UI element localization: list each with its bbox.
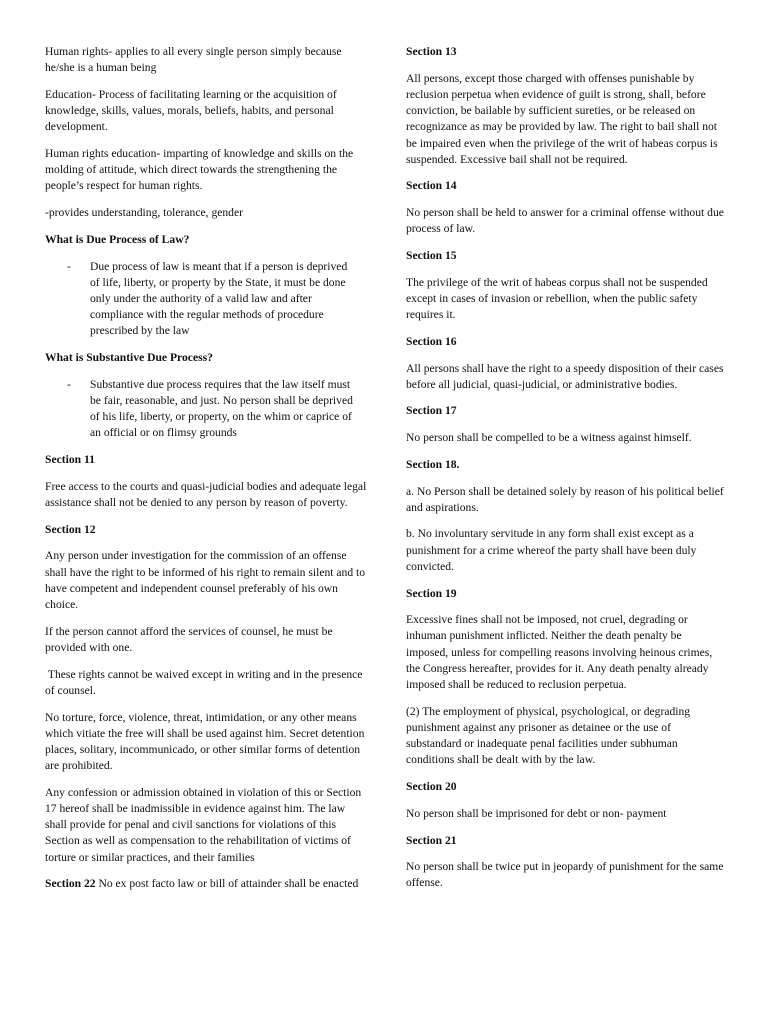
section-11-text: Free access to the courts and quasi-judicial bodies and adequate legal assistance shall not be denied to any person by reason of poverty. xyxy=(45,479,367,509)
section-12-heading: Section 12 xyxy=(45,522,96,536)
section-20-text: No person shall be imprisoned for debt or non- payment xyxy=(406,806,667,820)
section-20-heading: Section 20 xyxy=(406,780,457,794)
dash-bullet-marker: - xyxy=(67,259,71,273)
section-19-paragraph-1: Excessive fines shall not be imposed, not cruel, degrading or inhuman punishment inflicted. Neither the death penalty be imposed, unless for compelling reasons involving heinous crimes, the Congress hereafter, provides for it. Any death penalty already imposed shall be reduced to reclusion perpetua. xyxy=(406,613,713,692)
section-17-heading: Section 17 xyxy=(406,404,457,418)
due-process-bullet xyxy=(45,259,367,340)
section-14-heading: Section 14 xyxy=(406,179,457,193)
section-12-paragraph-3: These rights cannot be waived except in writing and in the presence of counsel. xyxy=(45,667,366,697)
due-process-list xyxy=(45,259,367,340)
substantive-due-process-heading: What is Substantive Due Process? xyxy=(45,351,213,365)
section-22-paragraph xyxy=(45,876,367,892)
section-16-text: All persons shall have the right to a speedy disposition of their cases before all judicial, quasi-judicial, or administrative bodies. xyxy=(406,361,724,391)
education-definition: Education- Process of facilitating learning or the acquisition of knowledge, skills, values, morals, beliefs, habits, and personal development. xyxy=(45,87,337,134)
section-12-paragraph-5: Any confession or admission obtained in violation of this or Section 17 hereof shall be inadmissible in evidence against him. The law shall provide for penal and civil sanctions for violations of this Section as well as compensation to the rehabilitation of victims of torture or similar practices, and their families xyxy=(45,785,362,864)
provides-note: -provides understanding, tolerance, gender xyxy=(45,206,243,220)
section-15-text: The privilege of the writ of habeas corpus shall not be suspended except in cases of invasion or rebellion, when the public safety requires it. xyxy=(406,275,708,322)
section-14-text: No person shall be held to answer for a criminal offense without due process of law. xyxy=(406,206,724,236)
due-process-heading: What is Due Process of Law? xyxy=(45,232,190,246)
substantive-due-process-bullet xyxy=(45,377,367,442)
substantive-due-process-bullet-text: Substantive due process requires that the law itself must be fair, reasonable, and just. No person shall be deprived of his life, liberty, or property, on the whim or caprice of an official or on flimsy grounds xyxy=(90,377,353,440)
section-16-heading: Section 16 xyxy=(406,334,457,348)
section-22-text: No ex post facto law or bill of attainder shall be enacted xyxy=(95,877,359,891)
substantive-due-process-list xyxy=(45,377,367,442)
section-15-heading: Section 15 xyxy=(406,249,457,263)
section-19-paragraph-2: (2) The employment of physical, psychological, or degrading punishment against any prisoner as detainee or the use of substandard or inadequate penal facilities under subhuman conditions shall be dealt with by the law. xyxy=(406,704,691,767)
section-22-heading: Section 22 xyxy=(45,877,96,891)
human-rights-definition: Human rights- applies to all every single person simply because he/she is a human being xyxy=(45,45,342,75)
dash-bullet-marker: - xyxy=(67,377,71,391)
section-12-paragraph-2: If the person cannot afford the services of counsel, he must be provided with one. xyxy=(45,624,333,654)
section-13-text: All persons, except those charged with offenses punishable by reclusion perpetua when evidence of guilt is strong, shall, before conviction, be bailable by sufficient sureties, or be released on recognizance as may be provided by law. The right to bail shall not be impaired even when the privilege of the writ of habeas corpus is suspended. Excessive bail shall not be required. xyxy=(406,71,718,166)
section-12-paragraph-1: Any person under investigation for the commission of an offense shall have the right to be informed of his right to remain silent and to have competent and independent counsel preferably of his own choice. xyxy=(45,549,366,611)
section-21-text: No person shall be twice put in jeopardy of punishment for the same offense. xyxy=(406,860,724,890)
section-18-item-a: a. No Person shall be detained solely by reason of his political belief and aspirations. xyxy=(406,484,724,514)
section-19-heading: Section 19 xyxy=(406,586,457,600)
section-17-text: No person shall be compelled to be a witness against himself. xyxy=(406,431,692,445)
right-column xyxy=(406,44,726,902)
section-13-heading: Section 13 xyxy=(406,45,457,58)
section-12-paragraph-4: No torture, force, violence, threat, intimidation, or any other means which vitiate the free will shall be used against him. Secret detention places, solitary, incommunicado, or other similar forms of detention are prohibited. xyxy=(45,710,365,773)
section-21-heading: Section 21 xyxy=(406,833,457,847)
due-process-bullet-text: Due process of law is meant that if a person is deprived of life, liberty, or property by the State, it must be done only under the authority of a valid law and after compliance with the regular methods of procedure prescribed by the law xyxy=(90,259,348,338)
human-rights-education-definition: Human rights education- imparting of knowledge and skills on the molding of attitude, which direct towards the strengthening the people’s respect for human rights. xyxy=(45,147,354,193)
left-column xyxy=(45,44,367,903)
section-11-heading: Section 11 xyxy=(45,453,95,467)
section-18-item-b: b. No involuntary servitude in any form shall exist except as a punishment for a crime whereof the party shall have been duly convicted. xyxy=(406,527,697,573)
section-18-heading: Section 18. xyxy=(406,457,460,471)
